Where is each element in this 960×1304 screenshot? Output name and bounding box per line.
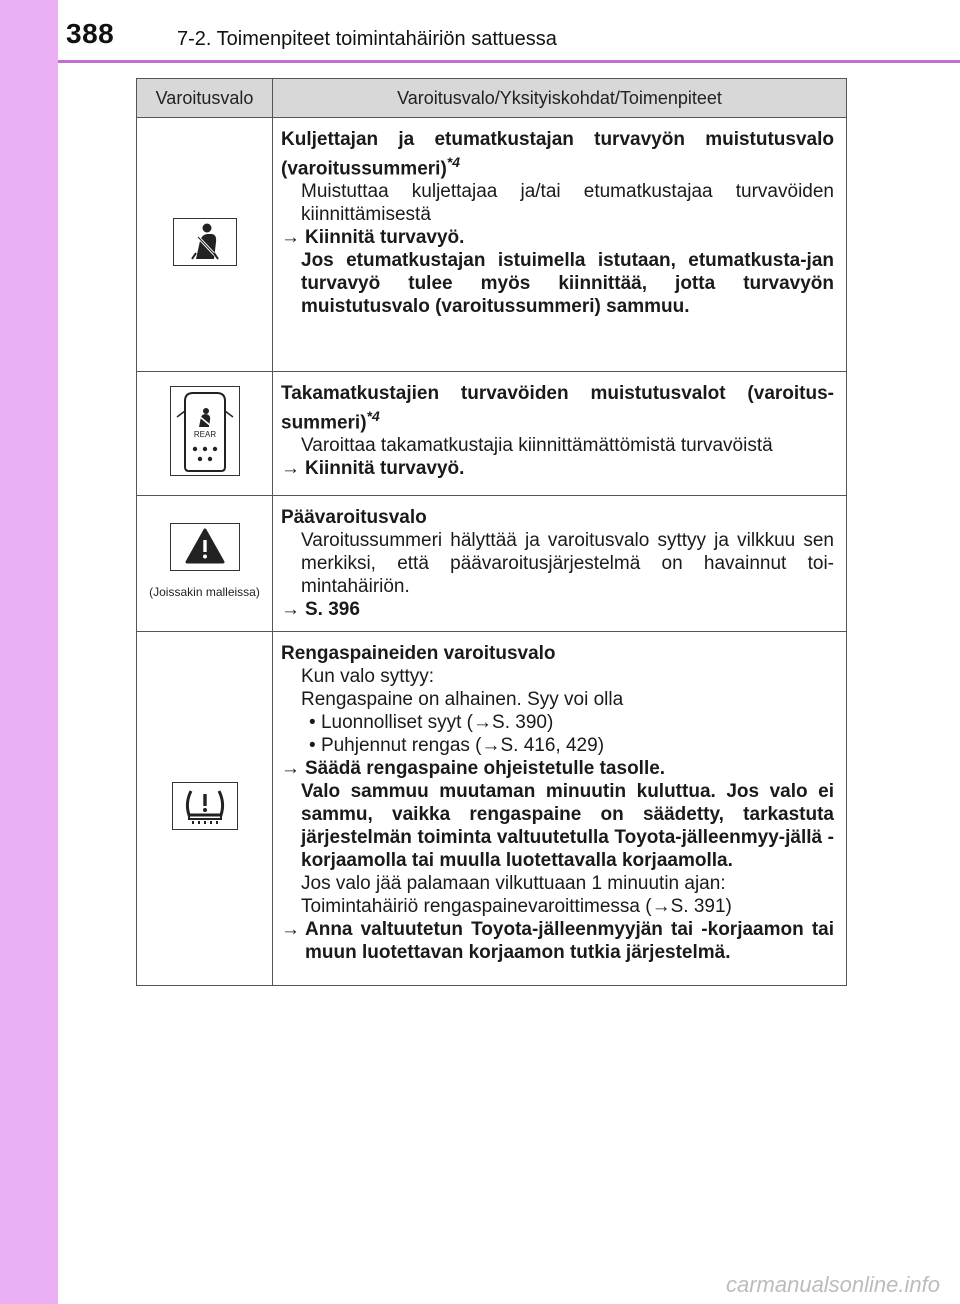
row-detail: Varoitussummeri hälyttää ja varoitusvalo syttyy ja vilkkuu sen merkiksi, että päävaroitusjärjestelmä on havainnut toi-mintahäiriön. <box>301 530 834 597</box>
page-reference-link[interactable]: S. 390) <box>492 712 554 733</box>
icon-cell <box>137 118 273 372</box>
icon-cell <box>137 496 273 632</box>
rear-seatbelt-reminder-icon <box>170 386 240 476</box>
column-header-warning-light: Varoitusvalo <box>137 79 273 118</box>
table-header-row <box>137 79 847 118</box>
description-cell <box>273 372 847 496</box>
bullet-icon: • <box>309 735 316 756</box>
page-reference-link[interactable]: S. 391) <box>670 896 732 917</box>
rear-label: REAR <box>193 429 216 439</box>
list-item: • Puhjennut rengas (→S. 416, 429) <box>309 735 605 756</box>
arrow-icon: → <box>281 227 300 249</box>
row-title: Rengaspaineiden varoitusvalo <box>281 643 556 664</box>
row-title: Kuljettajan ja etumatkustajan turvavyön muistutusvalo (varoitussummeri) <box>281 129 834 180</box>
description-cell <box>273 632 847 986</box>
arrow-icon: → <box>651 896 671 917</box>
bullet-icon: • <box>309 712 316 733</box>
page-reference-link[interactable]: S. 396 <box>305 599 360 620</box>
arrow-icon: → <box>281 758 300 779</box>
page-reference-link[interactable]: S. 416, 429) <box>500 735 605 756</box>
row-action: Kiinnitä turvavyö. <box>305 227 465 249</box>
arrow-icon: → <box>281 458 300 480</box>
row-action: Säädä rengaspaine ohjeistetulle tasolle. <box>305 758 666 779</box>
section-title: 7-2. Toimenpiteet toimintahäiriön sattuessa <box>177 28 557 50</box>
page-number: 388 <box>66 18 115 49</box>
header-rule <box>58 60 960 63</box>
warning-lights-table <box>136 78 847 986</box>
watermark: carmanualsonline.info <box>725 1272 940 1297</box>
side-band <box>0 0 58 1304</box>
row-cause: Rengaspaine on alhainen. Syy voi olla <box>301 689 624 710</box>
row-detail: Muistuttaa kuljettajaa ja/tai etumatkustajaa turvavöiden kiinnittämisestä <box>301 181 834 226</box>
footnote-ref: *4 <box>366 408 380 424</box>
row-action-detail: Valo sammuu muutaman minuutin kuluttua. Jos valo ei sammu, vaikka rengaspaine on säädetty, tarkastuta järjestelmän toiminta valtuutetulla Toyota-jälleenmyy-jällä -korjaamolla tai muulla luotettavalla korjaamolla. <box>301 781 834 871</box>
row-title: Päävaroitusvalo <box>281 507 427 528</box>
table-row <box>137 632 847 986</box>
table-row <box>137 496 847 632</box>
icon-cell <box>137 632 273 986</box>
row-malfunction: Toimintahäiriö rengaspainevaroittimessa ( <box>301 896 652 917</box>
tire-pressure-warning-icon <box>172 782 238 830</box>
column-header-details: Varoitusvalo/Yksityiskohdat/Toimenpiteet <box>273 79 847 118</box>
arrow-icon: → <box>481 735 501 756</box>
seatbelt-reminder-icon <box>173 218 237 266</box>
row-action-detail: Jos etumatkustajan istuimella istutaan, etumatkusta-jan turvavyö tulee myös kiinnittää, jotta turvavyön muistutusvalo (varoitussummeri) sammuu. <box>301 250 834 318</box>
row-action-2: Anna valtuutetun Toyota-jälleenmyyjän tai -korjaamon tai muun luotettavan korjaamon tutkia järjestelmä. <box>305 919 834 963</box>
icon-note: (Joissakin malleissa) <box>149 585 260 599</box>
icon-cell <box>137 372 273 496</box>
arrow-icon: → <box>281 599 300 620</box>
row-when-on: Kun valo syttyy: <box>301 666 435 687</box>
footnote-ref: *4 <box>446 154 461 170</box>
row-detail: Varoittaa takamatkustajia kiinnittämättömistä turvavöistä <box>301 435 773 457</box>
list-item: • Luonnolliset syyt (→S. 390) <box>309 712 554 733</box>
row-title: Takamatkustajien turvavöiden muistutusvalot (varoitus-summeri) <box>281 383 834 434</box>
description-cell <box>273 118 847 372</box>
row-action: Kiinnitä turvavyö. <box>305 458 465 480</box>
row-blink-condition: Jos valo jää palamaan vilkuttuaan 1 minuutin ajan: <box>301 873 726 894</box>
table-row <box>137 372 847 496</box>
arrow-icon: → <box>281 919 300 940</box>
table-row <box>137 118 847 372</box>
arrow-icon: → <box>473 712 493 733</box>
master-warning-icon <box>170 523 240 571</box>
description-cell <box>273 496 847 632</box>
